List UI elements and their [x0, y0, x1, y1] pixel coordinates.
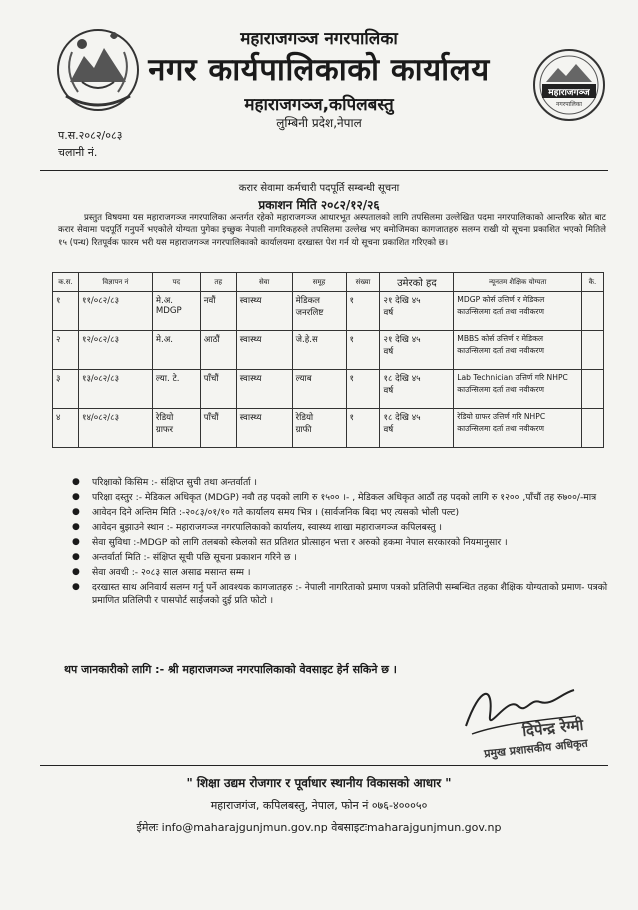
- col-post: पद: [152, 273, 200, 292]
- row-level: पाँचौं: [200, 370, 236, 409]
- col-qualification: न्यूनतम शैक्षिक योग्यता: [454, 273, 582, 292]
- row-count: १: [346, 409, 380, 448]
- row-level: नवौं: [200, 292, 236, 331]
- age-unit: वर्ष: [383, 425, 394, 435]
- list-item: [72, 581, 608, 607]
- row-count: १: [346, 370, 380, 409]
- post-main: मे.अ.: [155, 335, 174, 345]
- row-group: [292, 370, 346, 409]
- signatory-role: प्रमुख प्रशासकीय अधिकृत: [483, 736, 589, 761]
- note-text: अन्तर्वार्ता मिति :- संक्षिप्त सूची पछि सूचना प्रकाशन गरिने छ ।: [92, 552, 297, 563]
- row-remark: [581, 409, 603, 448]
- row-sn: २: [53, 331, 79, 370]
- note-text: सेवा अवधी :- २०८३ साल असाढ मसान्त सम्म ।: [92, 567, 251, 578]
- note-text: परिक्षाको किसिम :- संक्षिप्त सुची तथा अन्तर्वार्ता ।: [92, 477, 257, 488]
- row-service: स्वास्थ्य: [236, 292, 292, 331]
- footer-address: महाराजगंज, कपिलबस्तु, नेपाल, फोन नं ०७६-४०००५०: [210, 799, 428, 812]
- col-group: समूह: [292, 273, 346, 292]
- row-sn: ३: [53, 370, 79, 409]
- fiscal-year: प.स.२०८२/०८३: [58, 129, 123, 142]
- notice-intro: प्रस्तुत विषयमा यस महाराजगञ्ज नगरपालिका अन्तर्गत रहेको महाराजगञ्ज आधारभूत अस्पतालको लागि तपसिलमा उल्लेखित पदमा नगरपालिकाको आन्तरिक स्रोत बाट करार सेवामा पदपूर्ति गनुपर्ने भएकोले योग्यता पुगेका इच्छुक नेपाली नागरिकहरुले तपसिलमा उल्लेख भए बमोजिमका कागजातहरु सलग्न राखी यो सूचना प्रकाशित भएको मितिले १५ (पन्ध) रितपूर्वक फारम भरी यस महाराजगञ्ज नगरपालिकाको कार्यालयमा दरखास्त पेश गर्न यो सूचना प्रकाशित गरिएको छ।: [58, 213, 606, 248]
- note-text: आवेदन बुझाउने स्थान :- महाराजगञ्ज नगरपालिकाको कार्यालय, स्वास्थ्य शाखा महाराजगञ्ज कपिलबस्तु ।: [92, 522, 443, 533]
- vacancy-table: [52, 272, 604, 448]
- province-line: लुम्बिनी प्रदेश,नेपाल: [276, 116, 362, 130]
- qual-sub: काउन्सिलमा दर्ता तथा नवीकरण: [457, 307, 545, 316]
- qual-main: रेडियो ग्राफर उत्तिर्ण गरि NHPC: [457, 412, 546, 421]
- row-group: [292, 409, 346, 448]
- qual-main: MDGP कोर्स उत्तिर्ण र मेडिकल: [457, 295, 545, 304]
- age-unit: वर्ष: [383, 347, 394, 357]
- col-level: तह: [200, 273, 236, 292]
- note-text: आवेदन दिने अन्तिम मिति :-२०८३/०१/१० गते कार्यालय समय भित्र । (सार्वजनिक बिदा भए त्यसको भोली पल्ट): [92, 507, 460, 518]
- signatory-name: दिपेन्द्र रेग्मी: [521, 715, 585, 741]
- bullet-icon: ●: [72, 492, 80, 502]
- table-row: [53, 292, 604, 331]
- office-location: महाराजगञ्ज,कपिलबस्तु: [244, 95, 394, 115]
- table-header-row: [53, 273, 604, 292]
- row-remark: [581, 292, 603, 331]
- age-range: १८ देखि ४५: [383, 413, 421, 423]
- note-text: दरखास्त साथ अनिवार्य सलग्न गर्नु पर्ने आवश्यक कागजातहरु :- नेपाली नागरिताको प्रमाण पत्रको प्रतिलिपी सम्बन्धित तहका शैक्षिक योग्यताको प्रमाण- पत्रको प्रमाणित प्रतिलिपी र पासपोर्ट साईजको दुई प्रति फोटो ।: [92, 582, 608, 606]
- row-qualification: [454, 331, 582, 370]
- row-age: [380, 409, 454, 448]
- row-age: [380, 370, 454, 409]
- age-unit: वर्ष: [383, 386, 394, 396]
- row-qualification: [454, 292, 582, 331]
- post-main: ल्या. टे.: [155, 374, 180, 384]
- publish-date: प्रकाशन मिति २०८२/१२/२६: [258, 198, 380, 212]
- age-range: १८ देखि ४५: [383, 374, 421, 384]
- post-main: रेडियो: [155, 413, 174, 423]
- notes-list: [72, 476, 608, 609]
- row-service: स्वास्थ्य: [236, 370, 292, 409]
- list-item: [72, 551, 608, 564]
- post-sub: ग्राफर: [155, 425, 174, 435]
- row-ad-no: १२/०८२/८३: [78, 331, 152, 370]
- group-main: ल्याब: [295, 374, 312, 384]
- row-ad-no: १४/०८२/८३: [78, 409, 152, 448]
- bullet-icon: ●: [72, 522, 80, 532]
- row-post: [152, 292, 200, 331]
- notice-title: करार सेवामा कर्मचारी पदपूर्ति सम्बन्धी सूचना: [238, 183, 400, 194]
- footer-contact: ईमेलः info@maharajgunjmun.gov.np वेबसाइटःmaharajgunjmun.gov.np: [136, 821, 502, 834]
- post-sub: MDGP: [155, 306, 182, 316]
- row-level: पाँचौं: [200, 409, 236, 448]
- age-unit: वर्ष: [383, 308, 394, 318]
- qual-sub: काउन्सिलमा दर्ता तथा नवीकरण: [457, 424, 545, 433]
- footer-divider: [40, 765, 608, 766]
- bullet-icon: ●: [72, 507, 80, 517]
- qual-main: Lab Technician उत्तिर्ण गरि NHPC: [457, 373, 568, 382]
- post-main: मे.अ.: [155, 296, 174, 306]
- group-sub: ग्राफी: [295, 425, 312, 435]
- row-post: [152, 409, 200, 448]
- list-item: [72, 521, 608, 534]
- group-main: मेडिकल: [295, 296, 320, 306]
- bullet-icon: ●: [72, 582, 80, 592]
- header-divider: [40, 170, 608, 171]
- table-row: [53, 331, 604, 370]
- table-row: [53, 409, 604, 448]
- note-text: सेवा सुविधा :-MDGP को लागि तलबको स्केलको सत प्रतिशत प्रोत्साहन भत्ता र अरुको हकमा नेपाल सरकारको नियमानुसार ।: [92, 537, 508, 548]
- group-sub: जनरलिष्ट: [295, 308, 324, 318]
- row-qualification: [454, 409, 582, 448]
- row-qualification: [454, 370, 582, 409]
- col-remark: कै.: [581, 273, 603, 292]
- col-count: संख्या: [346, 273, 380, 292]
- list-item: [72, 476, 608, 489]
- bullet-icon: ●: [72, 567, 80, 577]
- row-count: १: [346, 331, 380, 370]
- row-age: [380, 331, 454, 370]
- row-group: [292, 292, 346, 331]
- office-title: नगर कार्यपालिकाको कार्यालय: [148, 52, 490, 88]
- footer-slogan: " शिक्षा उद्यम रोजगार र पूर्वाधार स्थानीय विकासको आधार ": [186, 776, 452, 790]
- col-ad-no: विज्ञापन नं: [78, 273, 152, 292]
- list-item: [72, 506, 608, 519]
- qual-sub: काउन्सिलमा दर्ता तथा नवीकरण: [457, 346, 545, 355]
- col-sn: क.स.: [53, 273, 79, 292]
- row-sn: १: [53, 292, 79, 331]
- reference-block: [58, 127, 122, 161]
- table-row: [53, 370, 604, 409]
- group-main: रेडियो: [295, 413, 314, 423]
- row-service: स्वास्थ्य: [236, 331, 292, 370]
- more-info-line: थप जानकारीको लागि :- श्री महाराजगञ्ज नगरपालिकाको वेवसाइट हेर्न सकिने छ ।: [64, 663, 397, 676]
- municipality-name: महाराजगञ्ज नगरपालिका: [240, 29, 398, 49]
- row-ad-no: १३/०८२/८३: [78, 370, 152, 409]
- logo-text: महाराजगञ्ज: [548, 88, 590, 98]
- list-item: [72, 491, 608, 504]
- bullet-icon: ●: [72, 477, 80, 487]
- col-service: सेवा: [236, 273, 292, 292]
- list-item: [72, 566, 608, 579]
- qual-main: MBBS कोर्स उत्तिर्ण र मेडिकल: [457, 334, 544, 343]
- list-item: [72, 536, 608, 549]
- row-post: [152, 370, 200, 409]
- bullet-icon: ●: [72, 537, 80, 547]
- row-level: आठौं: [200, 331, 236, 370]
- age-range: २१ देखि ४५: [383, 335, 421, 345]
- row-remark: [581, 331, 603, 370]
- age-range: २१ देखि ४५: [383, 296, 421, 306]
- row-ad-no: ११/०८२/८३: [78, 292, 152, 331]
- row-count: १: [346, 292, 380, 331]
- row-group: [292, 331, 346, 370]
- bullet-icon: ●: [72, 552, 80, 562]
- row-post: [152, 331, 200, 370]
- row-sn: ४: [53, 409, 79, 448]
- row-service: स्वास्थ्य: [236, 409, 292, 448]
- logo-subtext: नगरपालिका: [556, 101, 582, 108]
- row-remark: [581, 370, 603, 409]
- dispatch-number: चलानी नं.: [58, 146, 98, 159]
- qual-sub: काउन्सिलमा दर्ता तथा नवीकरण: [457, 385, 545, 394]
- group-main: जे.हे.स: [295, 335, 318, 345]
- col-age: उमेरको हद: [380, 273, 454, 292]
- note-text: परिक्षा दस्तुर :- मेडिकल अधिकृत (MDGP) नवौ तह पदको लागि रु १५०० ।- , मेडिकल अधिकृत आठौं तह पदको लागि रु १२०० ,पाँचौं तह रु७००/-मात्र: [92, 492, 597, 503]
- row-age: [380, 292, 454, 331]
